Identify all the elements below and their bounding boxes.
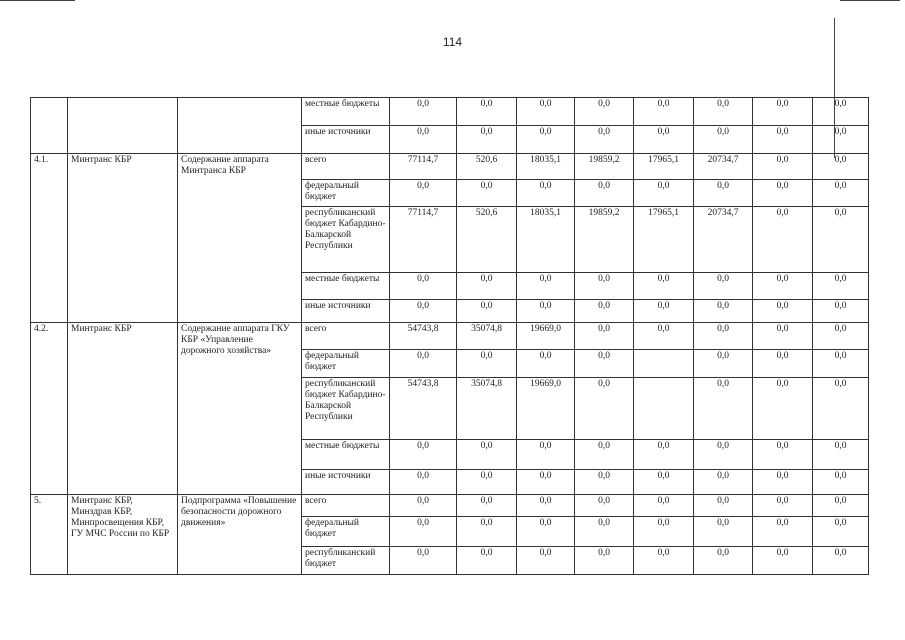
value-cell: 0,0 [575,98,634,126]
executor-cell: Минтранс КБР [68,323,178,495]
value-cell: 0,0 [457,180,517,207]
value-cell [634,350,694,378]
value-cell: 0,0 [694,300,753,323]
funding-source-cell: федеральный бюджет [302,180,390,207]
funding-source-cell: федеральный бюджет [302,517,390,547]
value-cell: 19669,0 [517,323,575,350]
table-row [31,98,869,126]
value-cell: 520,6 [457,207,517,273]
executor-cell: Минтранс КБР [68,154,178,323]
row-number-cell [31,98,68,154]
funding-source-cell: местные бюджеты [302,273,390,300]
value-cell: 0,0 [457,440,517,470]
value-cell: 0,0 [517,440,575,470]
value-cell: 0,0 [753,440,813,470]
value-cell: 0,0 [753,180,813,207]
value-cell: 0,0 [457,495,517,517]
funding-source-cell: всего [302,323,390,350]
value-cell: 0,0 [694,517,753,547]
value-cell: 0,0 [575,350,634,378]
value-cell: 0,0 [813,154,869,180]
value-cell: 0,0 [813,547,869,575]
funding-source-cell: местные бюджеты [302,440,390,470]
value-cell: 0,0 [575,517,634,547]
value-cell: 0,0 [517,547,575,575]
value-cell: 0,0 [753,154,813,180]
value-cell: 0,0 [517,98,575,126]
funding-source-cell: местные бюджеты [302,98,390,126]
value-cell: 0,0 [575,180,634,207]
value-cell: 0,0 [694,470,753,495]
value-cell: 0,0 [390,495,457,517]
value-cell: 0,0 [634,440,694,470]
value-cell [634,378,694,440]
activity-name-cell: Содержание аппарата ГКУ КБР «Управление дорожного хозяйства» [178,323,302,495]
value-cell: 0,0 [634,300,694,323]
page-number: 114 [442,35,463,49]
value-cell: 0,0 [694,547,753,575]
value-cell: 0,0 [813,300,869,323]
value-cell: 0,0 [813,517,869,547]
value-cell: 0,0 [813,470,869,495]
value-cell: 17965,1 [634,207,694,273]
activity-name-cell: Подпрограмма «Повышение безопасности дорожного движения» [178,495,302,575]
value-cell: 0,0 [575,495,634,517]
value-cell: 0,0 [753,517,813,547]
value-cell: 0,0 [753,98,813,126]
value-cell: 520,6 [457,154,517,180]
value-cell: 20734,7 [694,207,753,273]
funding-source-cell: республиканский бюджет [302,547,390,575]
value-cell: 54743,8 [390,323,457,350]
value-cell: 20734,7 [694,154,753,180]
value-cell: 0,0 [634,495,694,517]
table-row [31,495,869,517]
funding-source-cell: иные источники [302,470,390,495]
value-cell: 0,0 [753,126,813,154]
value-cell: 18035,1 [517,154,575,180]
row-number-cell: 4.2. [31,323,68,495]
activity-name-cell [178,98,302,154]
value-cell: 0,0 [457,126,517,154]
value-cell: 0,0 [813,126,869,154]
value-cell: 0,0 [813,350,869,378]
executor-cell: Минтранс КБР, Минздрав КБР, Минпросвещения КБР, ГУ МЧС России по КБР [68,495,178,575]
value-cell: 0,0 [813,273,869,300]
value-cell: 0,0 [575,323,634,350]
value-cell: 54743,8 [390,378,457,440]
value-cell: 0,0 [753,378,813,440]
value-cell: 0,0 [457,300,517,323]
value-cell: 0,0 [753,547,813,575]
value-cell: 0,0 [390,126,457,154]
value-cell: 0,0 [753,207,813,273]
value-cell: 0,0 [457,98,517,126]
value-cell: 0,0 [575,378,634,440]
funding-source-cell: федеральный бюджет [302,350,390,378]
value-cell: 0,0 [753,350,813,378]
value-cell: 35074,8 [457,378,517,440]
value-cell: 0,0 [390,440,457,470]
value-cell: 0,0 [390,300,457,323]
value-cell: 0,0 [634,547,694,575]
value-cell: 0,0 [575,470,634,495]
value-cell: 0,0 [390,470,457,495]
value-cell: 0,0 [634,273,694,300]
value-cell: 0,0 [694,180,753,207]
budget-table [30,97,869,575]
value-cell: 0,0 [390,273,457,300]
value-cell: 0,0 [457,517,517,547]
executor-cell [68,98,178,154]
value-cell: 0,0 [694,440,753,470]
value-cell: 35074,8 [457,323,517,350]
funding-source-cell: иные источники [302,126,390,154]
value-cell: 0,0 [813,98,869,126]
value-cell: 0,0 [517,273,575,300]
value-cell: 0,0 [694,98,753,126]
value-cell: 0,0 [694,350,753,378]
value-cell: 0,0 [753,470,813,495]
value-cell: 0,0 [634,180,694,207]
value-cell: 0,0 [457,350,517,378]
row-number-cell: 4.1. [31,154,68,323]
value-cell: 0,0 [390,180,457,207]
value-cell: 0,0 [634,323,694,350]
value-cell: 0,0 [813,378,869,440]
funding-source-cell: иные источники [302,300,390,323]
activity-name-cell: Содержание аппарата Минтранса КБР [178,154,302,323]
value-cell: 19669,0 [517,378,575,440]
value-cell: 0,0 [390,517,457,547]
value-cell: 19859,2 [575,207,634,273]
value-cell: 0,0 [694,323,753,350]
value-cell: 0,0 [694,273,753,300]
table-row [31,323,869,350]
value-cell: 0,0 [634,98,694,126]
value-cell: 0,0 [517,470,575,495]
scan-artifact-top-left [0,0,75,1]
value-cell: 0,0 [634,470,694,495]
value-cell: 0,0 [390,98,457,126]
funding-source-cell: республиканский бюджет Кабардино-Балкарской Республики [302,207,390,273]
value-cell: 0,0 [813,180,869,207]
value-cell: 18035,1 [517,207,575,273]
value-cell: 0,0 [517,350,575,378]
funding-source-cell: всего [302,154,390,180]
value-cell: 0,0 [575,126,634,154]
funding-source-cell: республиканский бюджет Кабардино-Балкарской Республики [302,378,390,440]
value-cell: 0,0 [390,350,457,378]
value-cell: 77114,7 [390,154,457,180]
value-cell: 0,0 [813,495,869,517]
value-cell: 0,0 [457,547,517,575]
value-cell: 0,0 [694,126,753,154]
value-cell: 0,0 [457,273,517,300]
value-cell: 0,0 [457,470,517,495]
value-cell: 17965,1 [634,154,694,180]
value-cell: 0,0 [753,300,813,323]
value-cell: 0,0 [517,180,575,207]
value-cell: 0,0 [753,323,813,350]
value-cell: 0,0 [753,495,813,517]
value-cell: 0,0 [390,547,457,575]
value-cell: 0,0 [634,517,694,547]
value-cell: 0,0 [517,300,575,323]
value-cell: 77114,7 [390,207,457,273]
scan-artifact-top-right [840,0,900,1]
value-cell: 0,0 [517,517,575,547]
value-cell: 0,0 [813,207,869,273]
value-cell: 0,0 [813,323,869,350]
value-cell: 0,0 [517,126,575,154]
value-cell: 0,0 [753,273,813,300]
funding-source-cell: всего [302,495,390,517]
value-cell: 0,0 [694,495,753,517]
value-cell: 0,0 [517,495,575,517]
table-row [31,154,869,180]
value-cell: 0,0 [575,300,634,323]
value-cell: 0,0 [575,547,634,575]
value-cell: 0,0 [575,273,634,300]
value-cell: 0,0 [575,440,634,470]
value-cell: 0,0 [694,378,753,440]
value-cell: 19859,2 [575,154,634,180]
value-cell: 0,0 [813,440,869,470]
row-number-cell: 5. [31,495,68,575]
value-cell: 0,0 [634,126,694,154]
